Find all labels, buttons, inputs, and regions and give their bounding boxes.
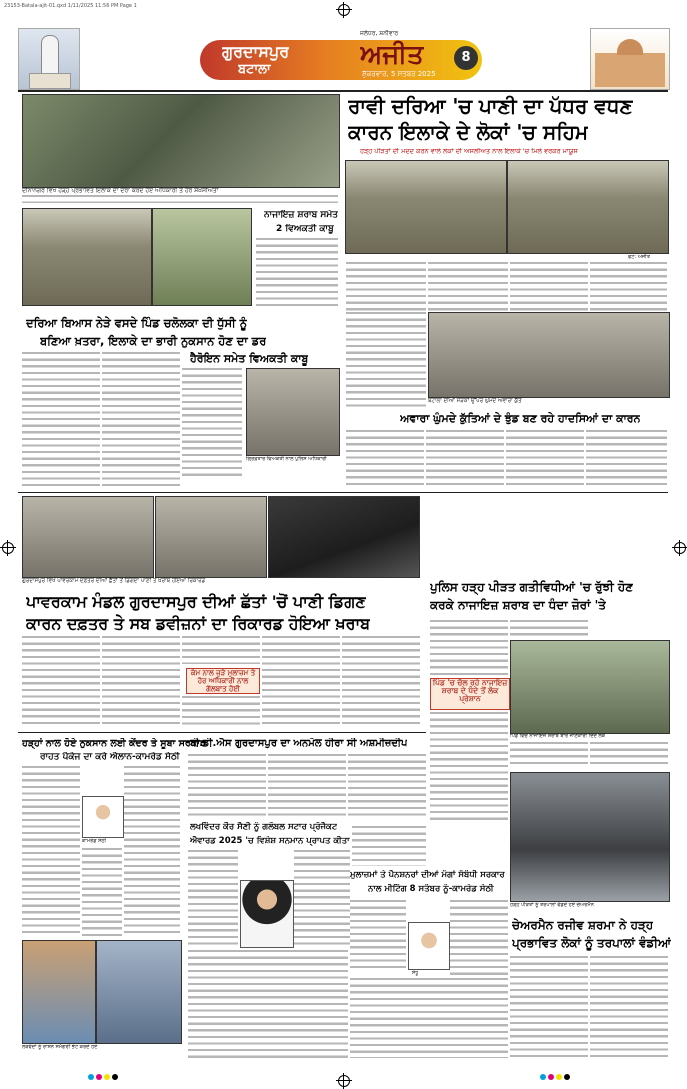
masthead-title-right: ਅਜੀਤ xyxy=(360,40,424,70)
teacher-body-col2 xyxy=(294,850,350,946)
top-photo-caption: ਦੀਨਾਨਗਰ ਵਿਖੇ ਹੜ੍ਹ ਪ੍ਰਭਾਵਿਤ ਇਲਾਕੇ ਦਾ ਦੌਰਾ ਕਰਦੇ ਹੋਏ ਅਧਿਕਾਰੀ ਤੇ ਹੋਰ ਸ਼ਖ਼ਸੀਅਤਾਂ xyxy=(22,187,219,194)
dogs-body-col2 xyxy=(426,430,504,488)
powercom-caption: ਗੁਰਦਾਸਪੁਰ ਵਿਖੇ ਪਾਵਰਕਾਮ ਦਫ਼ਤਰ ਦੀਆਂ ਛੱਤਾਂ ਤੋਂ ਡਿਗਦਾ ਪਾਣੀ ਤੇ ਖ਼ਰਾਬ ਹੋਇਆ ਰਿਕਾਰਡ xyxy=(22,578,206,584)
beas-headline-line1: ਦਰਿਆ ਬਿਆਸ ਨੇੜੇ ਵਸਦੇ ਪਿੰਡ ਚਲੋਲਕਾ ਦੀ ਧੁੱਸੀ ਨੂੰ xyxy=(26,316,248,330)
police-body-col5 xyxy=(590,742,668,768)
page-number: 8 xyxy=(454,46,478,70)
powercom-body-col5 xyxy=(342,636,420,728)
ration-photo-1 xyxy=(22,940,96,1044)
yellow-swatch xyxy=(104,1074,110,1080)
registration-mark-top xyxy=(338,4,350,16)
bdo-body-col4 xyxy=(352,826,426,866)
teacher-body-col1 xyxy=(188,850,238,946)
chairman-body-col2 xyxy=(590,956,668,1058)
chairman-headline-line1: ਚੇਅਰਮੈਨ ਰਜੀਵ ਸ਼ਰਮਾ ਨੇ ਹੜ੍ਹ xyxy=(512,918,654,932)
masthead-subtitle-left: ਬਟਾਲਾ xyxy=(238,62,271,77)
lead-body-col5 xyxy=(346,312,426,408)
bdo-body-col1 xyxy=(188,754,266,818)
employees-body-col2 xyxy=(450,900,508,978)
flood-loss-subhead: ਰਾਹਤ ਪੈਕੇਜ ਦਾ ਕਰੇ ਐਲਾਨ-ਕਾਮਰੇਡ ਸੇਠੀ xyxy=(40,752,180,762)
edition-tag: ਜਲੰਧਰ, ਸ਼ਨੀਵਾਰ xyxy=(360,30,399,37)
black-swatch-right xyxy=(564,1074,570,1080)
employees-headline-line2: ਨਾਲ ਮੀਟਿੰਗ 8 ਸਤੰਬਰ ਨੂੰ-ਕਾਮਰੇਡ ਸੇਠੀ xyxy=(368,884,494,894)
dogs-body-col3 xyxy=(506,430,584,488)
teacher-award-photo xyxy=(240,880,294,948)
beas-headline-line2: ਬਣਿਆ ਖ਼ਤਰਾ, ਇਲਾਕੇ ਦਾ ਭਾਰੀ ਨੁਕਸਾਨ ਹੋਣ ਦਾ ਡਰ xyxy=(40,334,267,348)
flood-photo-credit: ਫੋਟੋ: ਅਜੀਤ xyxy=(628,254,651,260)
flood-loss-body-col3 xyxy=(82,848,122,936)
cyan-swatch xyxy=(88,1074,94,1080)
bdo-headline: ਬੀ.ਡੀ.ਐਸ ਗੁਰਦਾਸਪੁਰ ਦਾ ਅਨਮੋਲ ਹੀਰਾ ਸੀ ਅਸ਼ਮੀਜ਼ਦੀਪ xyxy=(190,738,408,749)
powercom-body-col1 xyxy=(22,636,100,728)
top-photo-officials xyxy=(22,94,340,188)
cyan-swatch-right xyxy=(540,1074,546,1080)
temple-illustration-left xyxy=(18,28,80,90)
portrait-name-sethi: ਕਾਮਰੇਡ ਸੇਠੀ xyxy=(82,838,107,844)
masthead-rule xyxy=(18,90,668,92)
lead-body-col4 xyxy=(590,262,667,312)
chairman-body-col1 xyxy=(510,956,588,1058)
yellow-swatch-right xyxy=(556,1074,562,1080)
tarpaulin-photo xyxy=(510,772,670,902)
powercom-photo-room xyxy=(155,496,267,578)
lead-subhead: ਹੜ੍ਹ ਪੀੜਤਾਂ ਦੀ ਮਦਦ ਕਰਨ ਵਾਲੇ ਲੋਕਾਂ ਦੀ ਅਸਲੀਅਤ ਨਾਲ ਇਲਾਕੇ 'ਚ ਮਿਲੇ ਵਰਕਰ ਮਾਯੂਸ xyxy=(360,148,578,155)
powercom-body-col3 xyxy=(182,636,260,664)
print-slug: 23153-Batala-ajit-01.qxd 1/11/2025 11:56 PM Page 1 xyxy=(4,3,137,9)
dogs-headline: ਅਵਾਰਾ ਘੁੰਮਦੇ ਕੁੱਤਿਆਂ ਦੇ ਝੁੰਡ ਬਣ ਰਹੇ ਹਾਦਸਿਆਂ ਦਾ ਕਾਰਨ xyxy=(400,412,641,425)
police-headline-line2: ਕਰਕੇ ਨਾਜਾਇਜ਼ ਸ਼ਰਾਬ ਦਾ ਧੰਦਾ ਜ਼ੋਰਾਂ 'ਤੇ xyxy=(430,598,607,612)
employees-body-col1 xyxy=(350,900,406,970)
tarpaulin-caption: ਹੜ੍ਹ ਪੀੜਤਾਂ ਨੂੰ ਤਰਪਾਲਾਂ ਵੰਡਦੇ ਹੋਏ ਚੇਅਰਮੈਨ xyxy=(510,902,594,908)
powercom-photo-ceiling xyxy=(22,496,154,578)
police-body-col1 xyxy=(430,620,508,676)
police-body-col3 xyxy=(510,620,588,640)
lead-headline-line2: ਕਾਰਨ ਇਲਾਕੇ ਦੇ ਲੋਕਾਂ 'ਚ ਸਹਿਮ xyxy=(348,120,589,144)
powercom-body-col4 xyxy=(262,636,340,728)
bdo-body-col3 xyxy=(348,754,426,818)
ration-photo-2 xyxy=(96,940,182,1044)
police-village-photo xyxy=(510,640,670,734)
section-rule-2 xyxy=(18,732,426,733)
heroin-headline: ਹੈਰੋਇਨ ਸਮੇਤ ਵਿਅਕਤੀ ਕਾਬੂ xyxy=(190,352,309,365)
teacher-body-col3 xyxy=(188,950,348,1058)
flood-photo-river xyxy=(345,160,507,254)
top-photo-caption-line2 xyxy=(22,195,338,203)
stray-dogs-photo xyxy=(428,312,670,398)
police-photo-caption: ਪਿੰਡ ਵਿਚ ਨਾਜਾਇਜ਼ ਸ਼ਰਾਬ ਬਾਰੇ ਜਾਣਕਾਰੀ ਦਿੰਦੇ ਲੋਕ xyxy=(510,733,606,739)
registration-mark-bottom xyxy=(338,1075,350,1087)
employees-body-col3 xyxy=(350,978,508,1058)
liquor-head-line2: 2 ਵਿਅਕਤੀ ਕਾਬੂ xyxy=(276,224,334,234)
powercom-photo-records xyxy=(268,496,420,578)
powercom-body-col2 xyxy=(102,636,180,728)
lead-body-col1 xyxy=(346,262,426,312)
magenta-swatch-right xyxy=(548,1074,554,1080)
black-swatch xyxy=(112,1074,118,1080)
police-body-col2 xyxy=(430,712,508,820)
portrait-comrade-sethi xyxy=(82,796,124,838)
teacher-headline-line1: ਲਖਵਿੰਦਰ ਕੌਰ ਸੈਣੀ ਨੂੰ ਗਲੋਬਲ ਸਟਾਰ ਪ੍ਰੋਜੈਕਟ xyxy=(190,822,338,832)
powercom-headline-line1: ਪਾਵਰਕਾਮ ਮੰਡਲ ਗੁਰਦਾਸਪੁਰ ਦੀਆਂ ਛੱਤਾਂ 'ਚੋਂ ਪਾਣੀ ਡਿਗਣ xyxy=(26,592,366,611)
dogs-body-col4 xyxy=(586,430,667,488)
flood-loss-body-col1 xyxy=(22,766,80,936)
masthead-title-left: ਗੁਰਦਾਸਪੁਰ xyxy=(222,42,290,61)
lead-body-col3 xyxy=(510,262,588,312)
portrait-name-sandhu: ਸੰਧੂ xyxy=(412,970,419,976)
lead-body-col2 xyxy=(428,262,508,312)
flood-loss-headline: ਹੜ੍ਹਾਂ ਨਾਲ ਹੋਏ ਨੁਕਸਾਨ ਲਈ ਕੇਂਦਰ ਤੇ ਸੂਬਾ ਸਰਕਾਰ xyxy=(22,738,206,749)
beas-body-col2 xyxy=(102,352,180,486)
heroin-body xyxy=(182,368,242,480)
flood-loss-body-col2 xyxy=(124,766,180,936)
police-headline-line1: ਪੁਲਿਸ ਹੜ੍ਹ ਪੀੜਤ ਗਤੀਵਿਧੀਆਂ 'ਚ ਰੁੱਝੀ ਹੋਣ xyxy=(430,580,634,594)
police-highlight-box: ਪਿੰਡ 'ਚ ਚੱਲ ਰਹੇ ਨਾਜਾਇਜ਼ ਸ਼ਰਾਬ ਦੇ ਧੰਦੇ ਤੋਂ ਲੋਕ ਪ੍ਰੇਸ਼ਾਨ xyxy=(430,678,510,710)
villagers-photo xyxy=(152,208,252,306)
magenta-swatch xyxy=(96,1074,102,1080)
masthead-date: ਸ਼ੁੱਕਰਵਾਰ, 5 ਸਤੰਬਰ 2025 xyxy=(362,71,436,78)
heroin-police-photo xyxy=(246,368,340,456)
temple-illustration-right xyxy=(590,28,670,90)
powercom-body-col3b xyxy=(182,696,260,728)
registration-mark-right xyxy=(674,542,686,554)
beas-river-photo xyxy=(22,208,152,306)
portrait-sandhu xyxy=(408,922,450,970)
chairman-headline-line2: ਪ੍ਰਭਾਵਿਤ ਲੋਕਾਂ ਨੂੰ ਤਰਪਾਲਾਂ ਵੰਡੀਆਂ xyxy=(512,936,672,950)
section-rule-1 xyxy=(18,492,668,493)
employees-headline-line1: ਮੁਲਾਜ਼ਮਾਂ ਤੇ ਪੈਨਸ਼ਨਰਾਂ ਦੀਆਂ ਮੰਗਾਂ ਸੰਬੰਧੀ ਸਰਕਾਰ xyxy=(350,870,505,880)
teacher-headline-line2: ਐਵਾਰਡ 2025 'ਚ ਵਿਸ਼ੇਸ਼ ਸਨਮਾਨ ਪ੍ਰਾਪਤ ਕੀਤਾ xyxy=(190,836,350,846)
flood-photo-village xyxy=(507,160,669,254)
police-body-col4 xyxy=(510,742,588,768)
powercom-headline-line2: ਕਾਰਨ ਦਫ਼ਤਰ ਤੇ ਸਬ ਡਵੀਜ਼ਨਾਂ ਦਾ ਰਿਕਾਰਡ ਹੋਇਆ ਖ਼ਰਾਬ xyxy=(26,614,371,633)
lead-headline-line1: ਰਾਵੀ ਦਰਿਆ 'ਚ ਪਾਣੀ ਦਾ ਪੱਧਰ ਵਧਣ xyxy=(348,94,633,118)
liquor-head-line1: ਨਾਜਾਇਜ਼ ਸ਼ਰਾਬ ਸਮੇਤ xyxy=(264,210,339,220)
dogs-body-col1 xyxy=(346,430,424,488)
beas-body-col1 xyxy=(22,352,100,486)
powercom-highlight-box: ਕੰਮ ਨਾਲ ਜੁੜੇ ਮੁਲਾਜ਼ਮ ਤੇ ਹੋਰ ਅਧਿਕਾਰੀ ਨਾਲ ਗੱਲਬਾਤ ਹੋਈ xyxy=(186,668,260,694)
heroin-caption: ਗ੍ਰਿਫ਼ਤਾਰ ਵਿਅਕਤੀ ਨਾਲ ਪੁਲਿਸ ਅਧਿਕਾਰੀ xyxy=(246,456,327,462)
liquor-brief-text xyxy=(256,238,338,308)
registration-mark-left xyxy=(2,542,14,554)
bottom-photo-caption: ਲੋੜਵੰਦਾਂ ਨੂੰ ਰਾਸ਼ਨ ਸਮੱਗਰੀ ਭੇਟ ਕਰਦੇ ਹੋਏ xyxy=(22,1044,98,1050)
dogs-photo-caption: ਬਟਾਲਾ ਦੀਆਂ ਸੜਕਾਂ ਉੱਪਰ ਘੁੰਮਦੇ ਅਵਾਰਾ ਕੁੱਤੇ xyxy=(428,398,522,404)
bdo-body-col2 xyxy=(268,754,346,818)
